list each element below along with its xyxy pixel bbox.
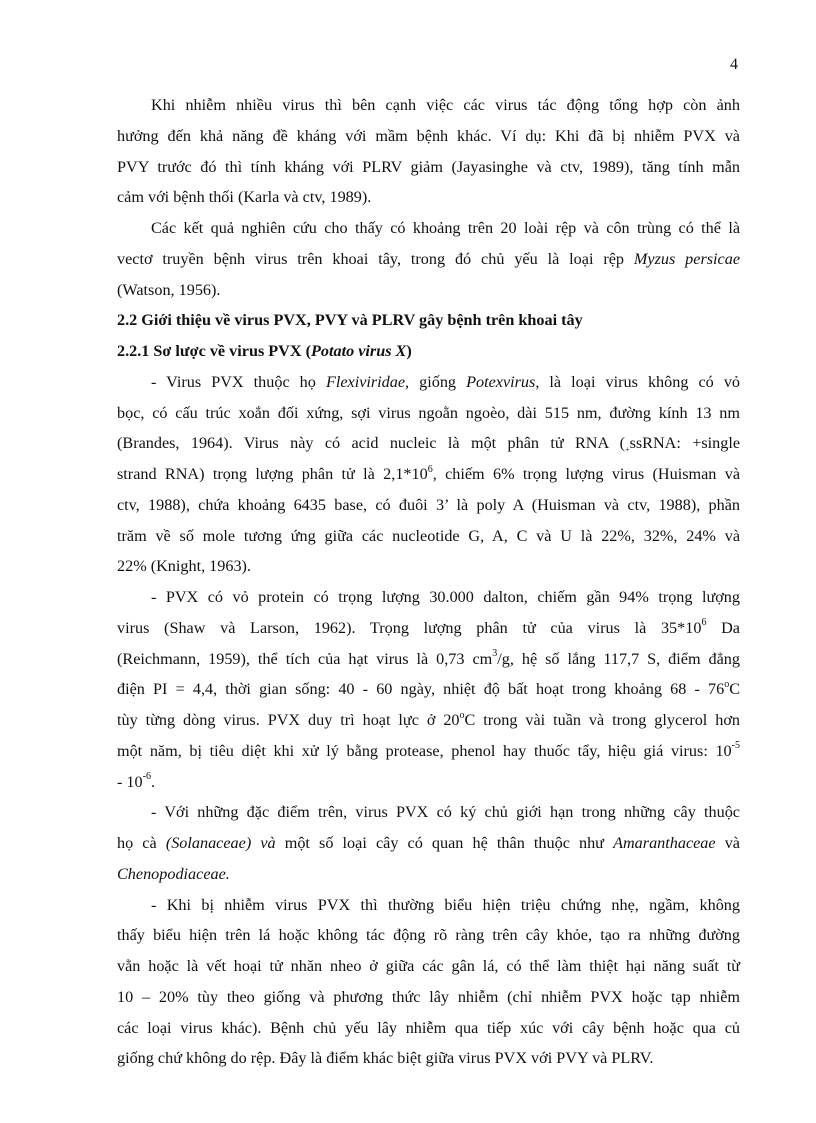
- text-run: giống chứ không do rệp. Đây là điểm khác biệt giữa virus PVX với PVY và PLRV.: [117, 1049, 654, 1068]
- text-run: hưởng đến khả năng đề kháng với mầm bệnh khác. Ví dụ: Khi đã bị nhiễm PVX và: [117, 126, 740, 145]
- text-line: [117, 736, 740, 767]
- text-line: [117, 674, 740, 705]
- text-run: 10 – 20% tùy theo giống và phương thức lây nhiễm (chỉ nhiễm PVX hoặc tạp nhiễm: [117, 987, 740, 1006]
- text-run: Khi nhiễm nhiều virus thì bên cạnh việc các virus tác động tổng hợp còn ảnh: [151, 96, 740, 114]
- text-run: - Virus PVX thuộc họ: [151, 372, 326, 391]
- text-line: [117, 152, 740, 183]
- text-run: ctv, 1988), chứa khoảng 6435 base, có đuôi 3’ là poly A (Huisman và ctv, 1988), phần: [117, 495, 740, 514]
- superscript: 6: [701, 617, 707, 629]
- text-run: - Với những đặc điểm trên, virus PVX có ký chủ giới hạn trong những cây thuộc: [151, 803, 740, 822]
- text-line: [117, 367, 740, 398]
- text-line: [117, 90, 740, 121]
- text-line: [117, 398, 740, 429]
- superscript: 6: [427, 463, 433, 475]
- text-line: [117, 213, 740, 244]
- text-run: /g, hệ số lắng 117,7 S, điểm đẳng: [497, 649, 740, 668]
- text-run: - PVX có vỏ protein có trọng lượng 30.000 dalton, chiếm gần 94% trọng lượng: [151, 588, 740, 606]
- text-line: [117, 121, 740, 152]
- text-run: C: [729, 680, 740, 699]
- italic-term: Chenopodiaceae.: [117, 864, 230, 883]
- text-line: [117, 275, 740, 306]
- text-line: [117, 951, 740, 982]
- text-run: , giống: [405, 372, 467, 391]
- text-run: Các kết quả nghiên cứu cho thấy có khoảng trên 20 loài rệp và côn trùng có thể là: [151, 219, 740, 237]
- text-run: - 10: [117, 772, 143, 791]
- text-run: cảm với bệnh thối (Karla và ctv, 1989).: [117, 188, 372, 207]
- section-heading: [117, 336, 740, 367]
- text-line: [117, 644, 740, 675]
- text-run: vằn hoặc là vết hoại tử nhăn nheo ở giữa các gân lá, có thể làm thiệt hại năng suất từ: [117, 957, 740, 975]
- text-line: [117, 828, 740, 859]
- text-run: Da: [706, 618, 740, 637]
- text-run: họ cà: [117, 834, 166, 852]
- text-line: [117, 613, 740, 644]
- text-line: [117, 890, 740, 921]
- text-line: [117, 797, 740, 828]
- section-heading: [117, 305, 740, 336]
- text-run: - Khi bị nhiễm virus PVX thì thường biểu hiện triệu chứng nhẹ, ngầm, không: [151, 895, 740, 914]
- superscript: o: [724, 678, 730, 690]
- text-run: 2.2 Giới thiệu về virus PVX, PVY và PLRV gây bệnh trên khoai tây: [117, 311, 583, 330]
- italic-term: Amaranthaceae: [613, 834, 716, 852]
- text-line: [117, 244, 740, 275]
- text-line: [117, 1043, 740, 1074]
- text-line: [117, 1013, 740, 1044]
- superscript: -6: [142, 771, 151, 783]
- text-line: [117, 982, 740, 1013]
- text-line: [117, 705, 740, 736]
- italic-term: Flexiviridae: [325, 372, 406, 391]
- text-line: [117, 767, 740, 798]
- text-run: (Reichmann, 1959), thể tích của hạt virus là 0,73 cm: [117, 649, 493, 668]
- subscript: +: [625, 445, 630, 455]
- text-line: [117, 521, 740, 552]
- superscript: 3: [492, 648, 498, 660]
- text-run: và: [715, 834, 740, 852]
- text-line: [117, 582, 740, 613]
- italic-term: Myzus persicae: [633, 249, 741, 268]
- superscript: -5: [731, 740, 740, 752]
- text-run: các loại virus khác). Bệnh chủ yếu lây nhiễm qua tiếp xúc với cây bệnh hoặc qua củ: [117, 1018, 740, 1037]
- text-line: [117, 428, 740, 459]
- text-run: bọc, có cấu trúc xoắn đối xứng, sợi virus ngoằn ngoèo, dài 515 nm, đường kính 13 nm: [117, 403, 740, 422]
- text-line: [117, 182, 740, 213]
- text-run: (Watson, 1956).: [117, 280, 221, 299]
- text-run: .: [150, 772, 156, 791]
- text-line: [117, 920, 740, 951]
- body-text: [117, 90, 740, 1074]
- text-run: , là loại virus không có vỏ: [535, 372, 741, 391]
- text-line: [117, 551, 740, 582]
- text-run: 22% (Knight, 1963).: [117, 557, 251, 576]
- italic-term: Potato virus X: [311, 342, 407, 360]
- italic-term: (Solanaceae) và: [165, 834, 276, 852]
- italic-term: Potexvirus: [466, 372, 536, 391]
- text-run: C trong vài tuần và trong glycerol hơn: [464, 711, 740, 729]
- text-line: [117, 859, 740, 890]
- text-run: điện PI = 4,4, thời gian sống: 40 - 60 ngày, nhiệt độ bất hoạt trong khoảng 68 - 76: [117, 680, 725, 699]
- text-run: tùy từng dòng virus. PVX duy trì hoạt lực ở 20: [117, 711, 460, 729]
- superscript: o: [459, 709, 465, 721]
- text-run: strand RNA) trọng lượng phân tử là 2,1*10: [117, 465, 428, 483]
- text-run: ): [406, 342, 412, 360]
- text-run: virus (Shaw và Larson, 1962). Trọng lượng phân tử của virus là 35*10: [117, 618, 702, 637]
- text-run: ssRNA: +single: [629, 434, 740, 453]
- text-run: một số loại cây có quan hệ thân thuộc như: [275, 834, 614, 852]
- text-line: [117, 490, 740, 521]
- text-run: thấy biểu hiện trên lá hoặc không tác động rõ ràng trên cây khỏe, tạo ra những đường: [117, 926, 740, 945]
- text-run: vectơ truyền bệnh virus trên khoai tây, trong đó chủ yếu là loại rệp: [117, 249, 634, 268]
- text-run: PVY trước đó thì tính kháng với PLRV giảm (Jayasinghe và ctv, 1989), tăng tính mẫn: [117, 157, 740, 176]
- page-number: 4: [730, 56, 738, 73]
- text-line: [117, 459, 740, 490]
- text-run: , chiếm 6% trọng lượng virus (Huisman và: [432, 465, 741, 483]
- text-run: một năm, bị tiêu diệt khi xử lý bằng protease, phenol hay thuốc tẩy, hiệu giá virus: 10: [117, 741, 732, 760]
- text-run: 2.2.1 Sơ lược về virus PVX (: [117, 342, 311, 360]
- text-run: trăm về số mole tương ứng giữa các nucleotide G, A, C và U là 22%, 32%, 24% và: [117, 526, 740, 545]
- text-run: (Brandes, 1964). Virus này có acid nucleic là một phân tử RNA (: [117, 434, 626, 453]
